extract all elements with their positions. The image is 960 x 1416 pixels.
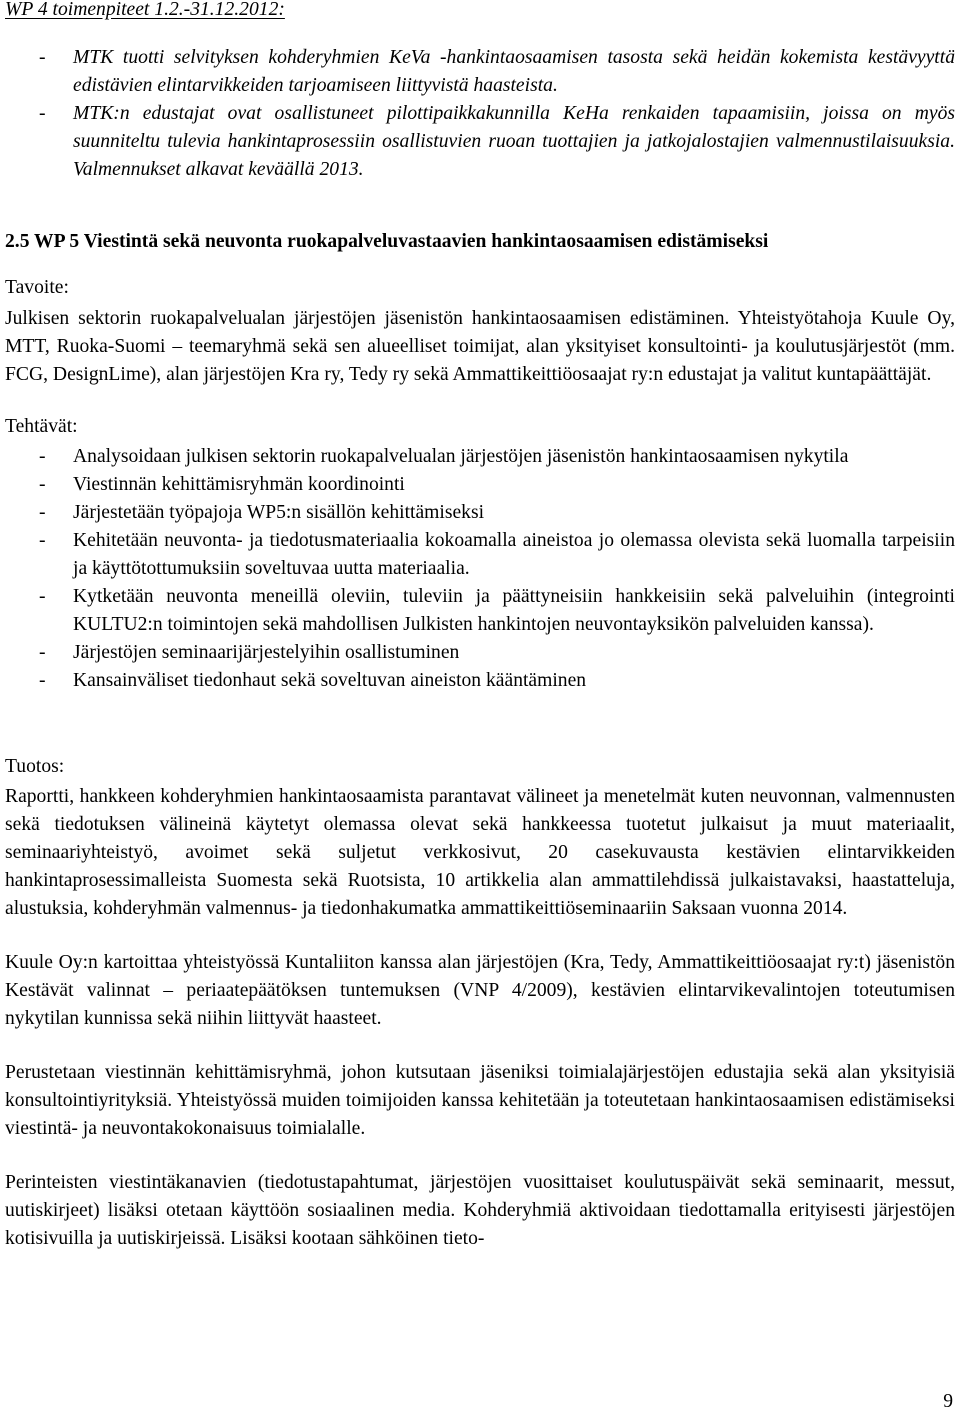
list-item [5,667,955,695]
tasks-list [5,443,955,695]
dash-bullet: - [39,474,46,495]
task-item: Kytketään neuvonta meneillä oleviin, tuleviin ja päättyneisiin hankkeisiin sekä palveluihin (integrointi KULTU2:n toimintojen sekä mahdollisen Julkisten hankintojen neuvontayksikön palveluiden kanssa). [73,586,955,635]
task-item: Viestinnän kehittämisryhmän koordinointi [73,474,405,495]
dash-bullet: - [39,670,46,691]
dash-bullet: - [39,530,46,551]
list-item [5,639,955,667]
dash-bullet: - [39,586,46,607]
list-item [5,100,955,184]
output-paragraph: Perinteisten viestintäkanavien (tiedotustapahtumat, järjestöjen vuosittaiset koulutuspäivät sekä seminaarit, messut, uutiskirjeet) lisäksi otetaan käyttöön sosiaalinen media. Kohderyhmiä aktivoidaan tiedottamalla erityisesti järjestöjen kotisivuilla ja uutiskirjeissä. Lisäksi kootaan sähköinen tieto- [5,1172,955,1249]
list-item [5,527,955,583]
goal-label: Tavoite: [5,277,69,298]
document-page [5,0,955,1253]
task-item: Kansainväliset tiedonhaut sekä soveltuvan aineiston kääntäminen [73,670,587,691]
tasks-label: Tehtävät: [5,416,78,437]
goal-text: Julkisen sektorin ruokapalvelualan järjestöjen jäsenistön hankintaosaamisen edistäminen. Yhteistyötahoja Kuule Oy, MTT, Ruoka-Suomi – teemaryhmä sekä sen alueelliset toimijat, alan yksityiset konsultointi- ja koulutusjärjestöt (mm. FCG, DesignLime), alan järjestöjen Kra ry, Tedy ry sekä Ammattikeittiöosaajat ry:n edustajat ja valitut kuntapäättäjät. [5,308,955,385]
wp4-title: WP 4 toimenpiteet 1.2.-31.12.2012: [5,0,285,20]
output-paragraph: Raportti, hankkeen kohderyhmien hankintaosaamista parantavat välineet ja menetelmät kuten neuvonnan, valmennusten sekä tiedotuksen välineinä käytetyt olemassa olevat sekä hankkeessa tuotetut julkaisut ja muut materiaalit, seminaariyhteistyö, avoimet sekä suljetut verkkosivut, 20 casekuvausta kestävien elintarvikkeiden hankintaprosessimalleista Suomesta sekä Ruotsista, 10 artikkelia alan ammattilehdissä julkaistavaksi, haastatteluja, alustuksia, kohderyhmän valmennus- ja tiedonhakumatka ammattikeittiöseminaariin Saksaan vuonna 2014. [5,786,955,919]
wp4-item-2: MTK:n edustajat ovat osallistuneet pilottipaikkakunnilla KeHa renkaiden tapaamisiin, joissa on myös suunniteltu tulevia hankintaprosessiin osallistuvien ruoan tuottajien ja jatkojalostajien valmennustilaisuuksia. Valmennukset alkavat keväällä 2013. [73,103,955,180]
dash-bullet: - [39,446,46,467]
output-paragraph: Perustetaan viestinnän kehittämisryhmä, johon kutsutaan jäseniksi toimialajärjestöjen edustajia sekä alan yksityisiä konsultointiyrityksiä. Yhteistyössä muiden toimijoiden kanssa kehitetään ja toteutetaan hankintaosaamisen edistämiseksi viestintä- ja neuvontakokonaisuus toimialalle. [5,1062,955,1139]
output-paragraph: Kuule Oy:n kartoittaa yhteistyössä Kuntaliiton kanssa alan järjestöjen (Kra, Tedy, Ammattikeittiöosaajat ry:t) jäsenistön Kestävät valinnat – periaatepäätöksen tuntemuksen (VNP 4/2009), kestävien elintarvikevalintojen toteutumisen nykytilan kunnissa sekä niihin liittyvät haasteet. [5,952,955,1029]
wp4-list [5,44,955,184]
list-item [5,471,955,499]
section-heading: 2.5 WP 5 Viestintä sekä neuvonta ruokapalveluvastaavien hankintaosaamisen edistämiseksi [5,231,769,252]
dash-bullet: - [39,642,46,663]
dash-bullet: - [39,103,46,124]
output-label: Tuotos: [5,756,65,777]
task-item: Järjestetään työpajoja WP5:n sisällön kehittämiseksi [73,502,485,523]
list-item [5,499,955,527]
wp4-item-1: MTK tuotti selvityksen kohderyhmien KeVa -hankintaosaamisen tasosta sekä heidän kokemista kestävyyttä edistävien elintarvikkeiden tarjoamiseen liittyvistä haasteista. [73,47,955,96]
task-item: Kehitetään neuvonta- ja tiedotusmateriaalia kokoamalla aineistoa jo olemassa olevista sekä luomalla tarpeisiin ja käyttötottumuksiin soveltuvaa uutta materiaalia. [73,530,955,579]
task-item: Analysoidaan julkisen sektorin ruokapalvelualan järjestöjen jäsenistön hankintaosaamisen nykytila [73,446,849,467]
list-item [5,583,955,639]
dash-bullet: - [39,502,46,523]
list-item [5,44,955,100]
dash-bullet: - [39,47,46,68]
page-number: 9 [943,1391,953,1412]
task-item: Järjestöjen seminaarijärjestelyihin osallistuminen [73,642,460,663]
list-item [5,443,955,471]
